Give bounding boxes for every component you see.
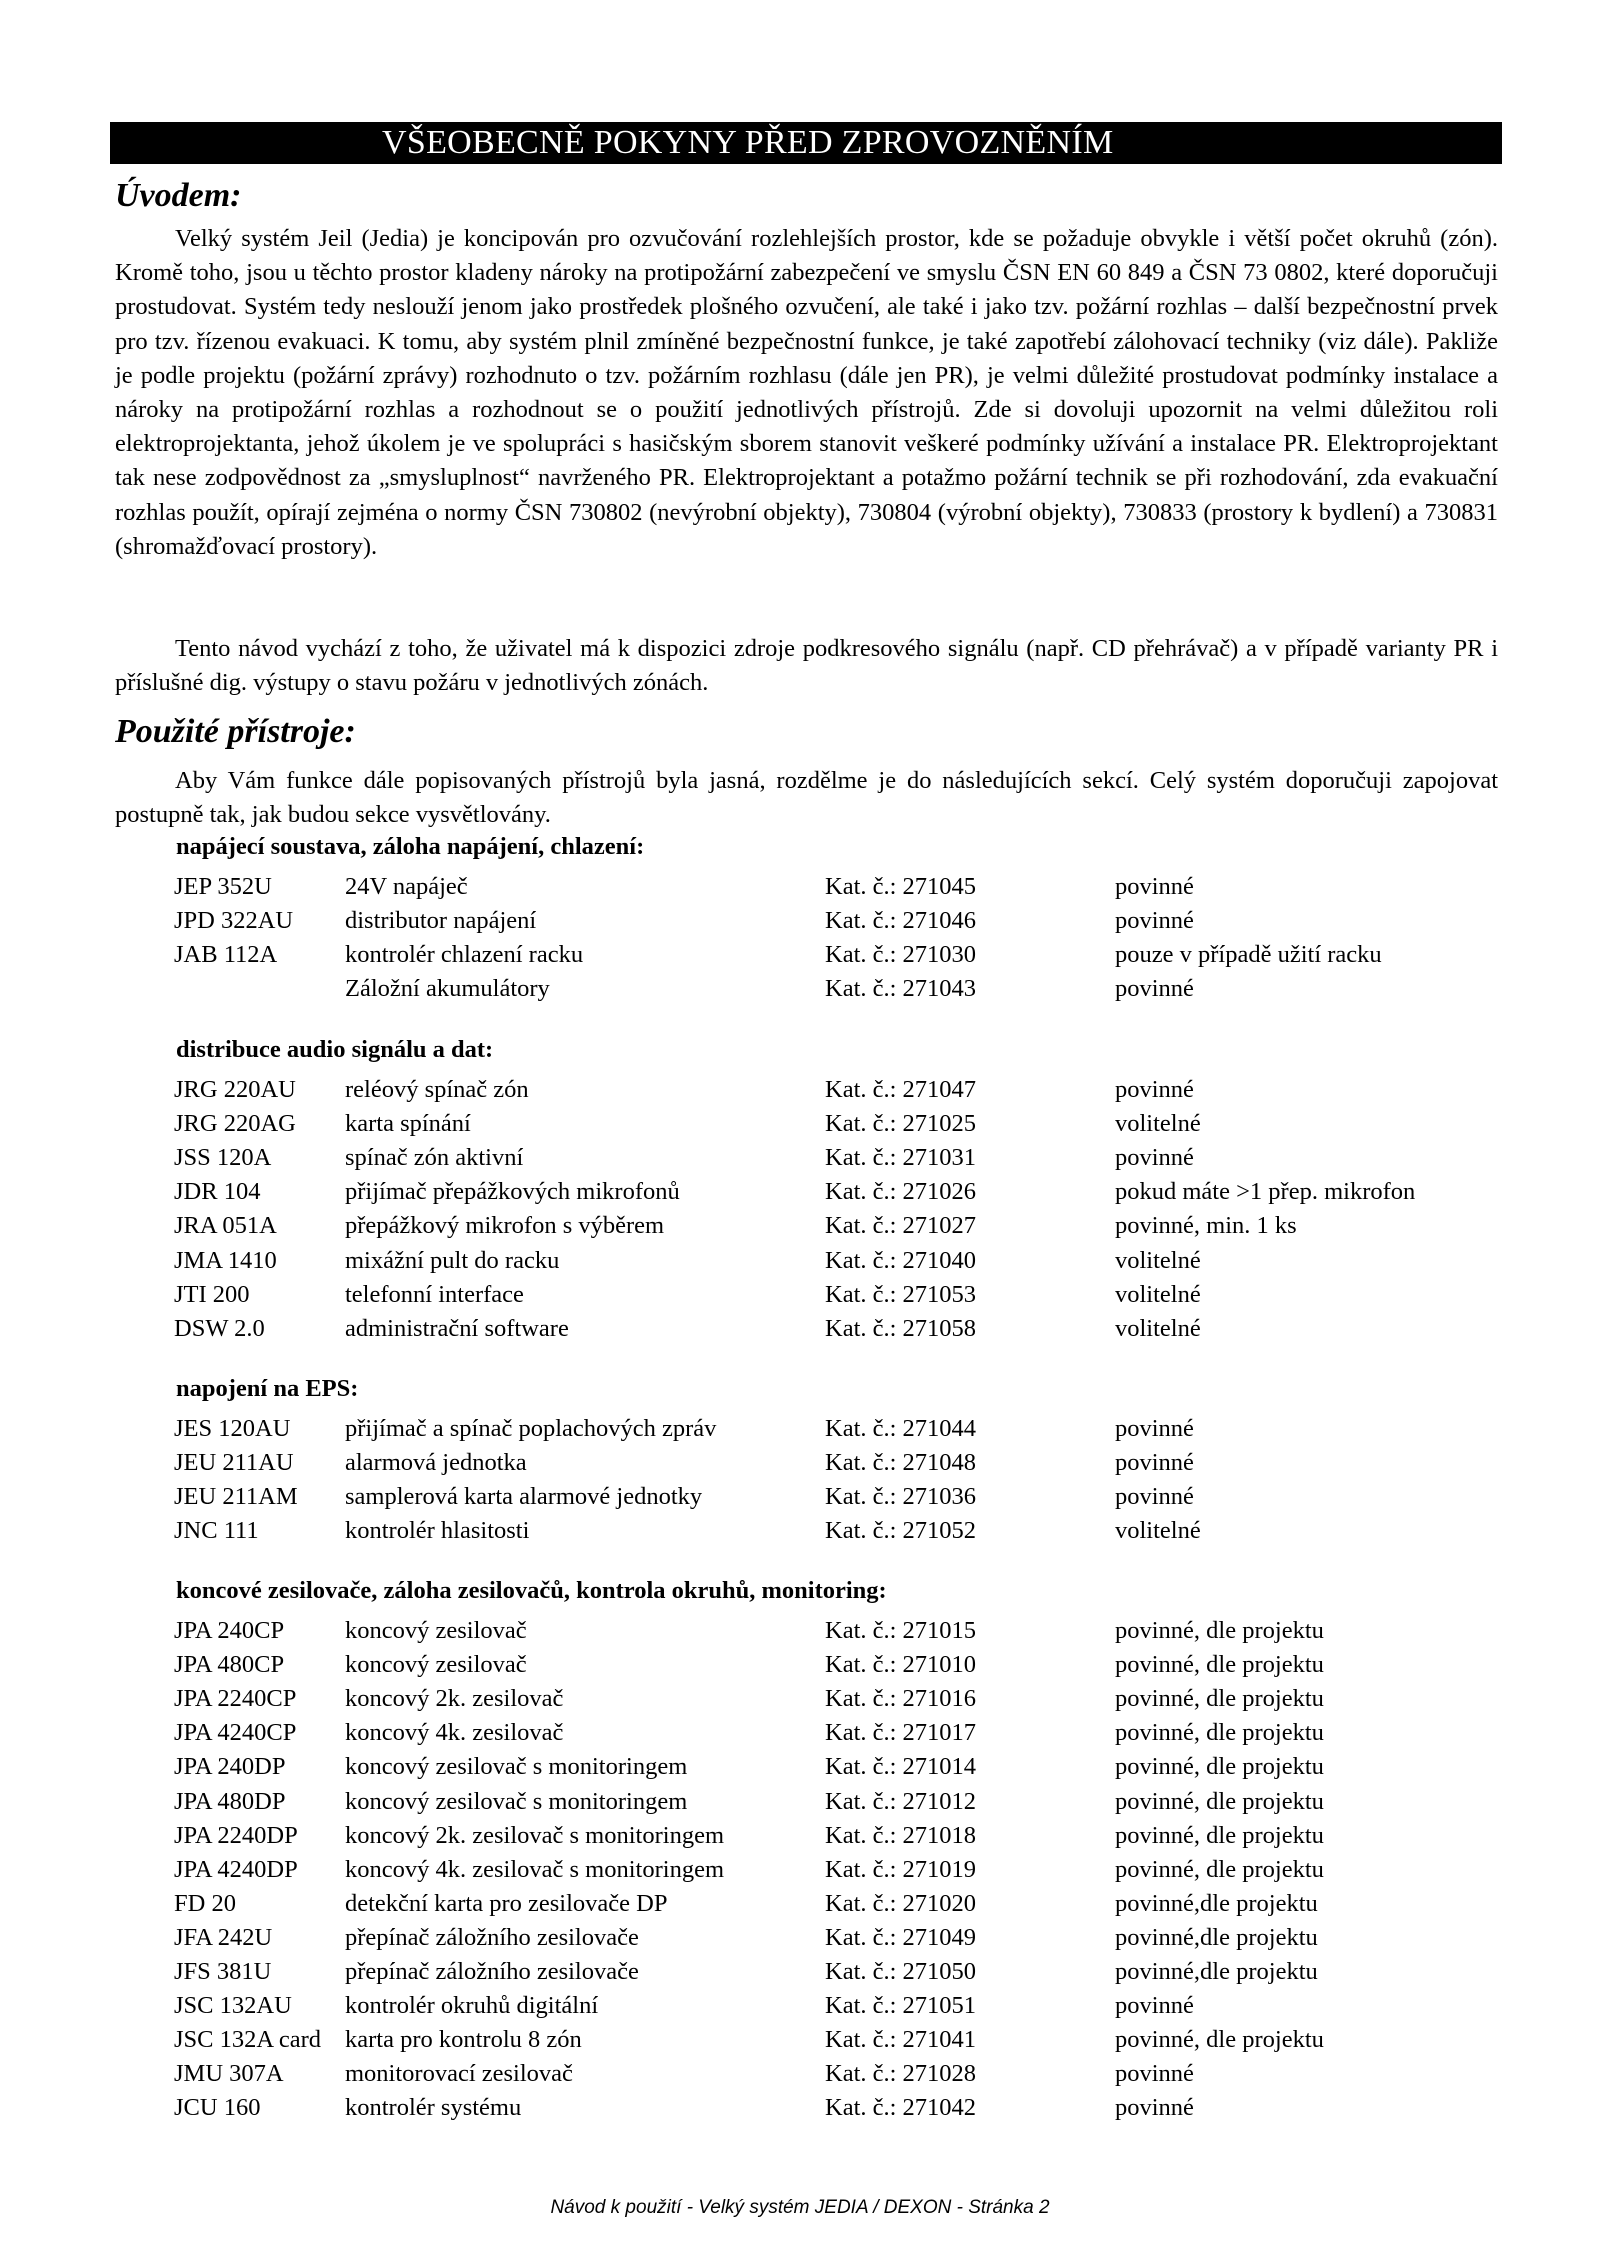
intro-heading: Úvodem:: [115, 177, 242, 214]
device-code: JEU 211AU: [174, 1449, 294, 1477]
device-code: JSC 132A card: [174, 2026, 321, 2054]
device-requirement: povinné,dle projektu: [1115, 1889, 1318, 1917]
device-name: koncový 2k. zesilovač s monitoringem: [345, 1821, 724, 1849]
device-requirement: pouze v případě užití racku: [1115, 941, 1382, 969]
device-name: kontrolér hlasitosti: [345, 1517, 530, 1545]
device-row: [0, 1921, 1600, 1955]
device-row: [0, 1446, 1600, 1480]
device-catalog-number: Kat. č.: 271045: [825, 873, 977, 900]
device-row: [0, 938, 1600, 972]
device-name: kontrolér chlazení racku: [345, 941, 584, 969]
device-requirement: povinné: [1115, 873, 1194, 900]
device-catalog-number: Kat. č.: 271010: [825, 1651, 977, 1679]
device-name: koncový zesilovač s monitoringem: [345, 1787, 688, 1815]
device-code: JNC 111: [174, 1517, 259, 1545]
device-name: mixážní pult do racku: [345, 1246, 560, 1274]
device-code: JPA 4240CP: [174, 1719, 297, 1747]
device-catalog-number: Kat. č.: 271020: [825, 1889, 977, 1917]
group-title: koncové zesilovače, záloha zesilovačů, kontrola okruhů, monitoring:: [176, 1577, 887, 1604]
device-row: [0, 1989, 1600, 2023]
device-requirement: povinné,dle projektu: [1115, 1923, 1318, 1951]
device-row: [0, 1716, 1600, 1750]
device-row: [0, 1887, 1600, 1921]
device-catalog-number: Kat. č.: 271030: [825, 941, 977, 969]
group-title: distribuce audio signálu a dat:: [176, 1036, 494, 1063]
device-requirement: povinné: [1115, 1415, 1194, 1442]
device-row: [0, 1244, 1600, 1278]
device-row: [0, 1955, 1600, 1989]
device-row: [0, 1750, 1600, 1784]
device-catalog-number: Kat. č.: 271019: [825, 1855, 977, 1883]
device-code: JDR 104: [174, 1178, 261, 1206]
device-catalog-number: Kat. č.: 271048: [825, 1449, 977, 1477]
device-catalog-number: Kat. č.: 271043: [825, 975, 977, 1003]
device-requirement: povinné, dle projektu: [1115, 1719, 1324, 1747]
device-requirement: povinné, dle projektu: [1115, 1787, 1324, 1815]
device-name: Záložní akumulátory: [345, 975, 550, 1003]
devices-heading: Použité přístroje:: [115, 713, 356, 750]
device-row: [0, 1278, 1600, 1312]
device-name: koncový 4k. zesilovač: [345, 1719, 564, 1747]
device-name: přijímač přepážkových mikrofonů: [345, 1178, 680, 1206]
device-code: JRG 220AG: [174, 1110, 296, 1138]
device-row: [0, 1073, 1600, 1107]
device-code: JPA 2240DP: [174, 1821, 298, 1849]
device-catalog-number: Kat. č.: 271051: [825, 1992, 977, 2020]
device-row: [0, 2023, 1600, 2057]
device-requirement: povinné, dle projektu: [1115, 1685, 1324, 1713]
page-banner: VŠEOBECNĚ POKYNY PŘED ZPROVOZNĚNÍM: [110, 122, 1502, 164]
device-row: [0, 1312, 1600, 1346]
device-name: administrační software: [345, 1314, 569, 1342]
group-title: napojení na EPS:: [176, 1375, 359, 1402]
device-catalog-number: Kat. č.: 271040: [825, 1246, 977, 1274]
device-catalog-number: Kat. č.: 271052: [825, 1517, 977, 1545]
device-row: [0, 1514, 1600, 1548]
device-catalog-number: Kat. č.: 271028: [825, 2060, 977, 2088]
device-name: koncový 4k. zesilovač s monitoringem: [345, 1855, 724, 1883]
device-requirement: povinné, min. 1 ks: [1115, 1212, 1297, 1240]
device-row: [0, 1853, 1600, 1887]
device-catalog-number: Kat. č.: 271053: [825, 1280, 977, 1308]
device-code: JMU 307A: [174, 2060, 284, 2088]
device-code: JFS 381U: [174, 1958, 272, 1985]
device-code: JFA 242U: [174, 1923, 273, 1951]
device-catalog-number: Kat. č.: 271047: [825, 1076, 977, 1103]
device-requirement: povinné, dle projektu: [1115, 1821, 1324, 1849]
device-name: kontrolér okruhů digitální: [345, 1992, 599, 2020]
device-code: JPD 322AU: [174, 907, 294, 935]
device-name: koncový zesilovač s monitoringem: [345, 1753, 688, 1781]
device-catalog-number: Kat. č.: 271046: [825, 907, 977, 935]
device-catalog-number: Kat. č.: 271036: [825, 1483, 977, 1511]
device-requirement: volitelné: [1115, 1246, 1201, 1274]
device-code: JSS 120A: [174, 1144, 272, 1172]
device-name: samplerová karta alarmové jednotky: [345, 1483, 703, 1511]
page-footer: Návod k použití - Velký systém JEDIA / DEXON - Stránka 2: [550, 2197, 1050, 2218]
device-requirement: povinné, dle projektu: [1115, 1753, 1324, 1781]
device-row: [0, 1648, 1600, 1682]
device-requirement: povinné: [1115, 1144, 1194, 1172]
device-code: JPA 480CP: [174, 1651, 285, 1679]
device-name: karta spínání: [345, 1110, 471, 1138]
device-catalog-number: Kat. č.: 271016: [825, 1685, 977, 1713]
device-requirement: povinné: [1115, 1483, 1194, 1511]
device-name: přepážkový mikrofon s výběrem: [345, 1212, 665, 1240]
intro-paragraph-2: Tento návod vychází z toho, že uživatel má k dispozici zdroje podkresového signálu (např. CD přehrávač) a v případě varianty PR i příslušné dig. výstupy o stavu požáru v jednotlivých zónách.: [115, 635, 1498, 697]
device-code: JEP 352U: [174, 873, 272, 900]
device-row: [0, 972, 1600, 1006]
device-code: JTI 200: [174, 1280, 250, 1308]
device-code: JPA 2240CP: [174, 1685, 297, 1713]
device-row: [0, 2091, 1600, 2125]
device-requirement: povinné: [1115, 975, 1194, 1003]
intro-paragraph-1: Velký systém Jeil (Jedia) je koncipován pro ozvučování rozlehlejších prostor, kde se požaduje obvykle i větší počet okruhů (zón). Kromě toho, jsou u těchto prostor kladeny nároky na protipožární zabezpečení ve smyslu ČSN EN 60 849 a ČSN 73 0802, které doporučuji prostudovat. Systém tedy neslouží jenom jako prostředek plošného ozvučení, ale také i jako tzv. požární rozhlas – další bezpečnostní prvek pro tzv. řízenou evakuaci. K tomu, aby systém plnil zmíněné bezpečnostní funkce, je také zapotřebí zálohovací techniky (viz dále). Pakliže je podle projektu (požární zprávy) rozhodnuto o tzv. požárním rozhlasu (dále jen PR), je velmi důležité prostudovat podmínky instalace a nároky na protipožární rozhlas a rozhodnout se o použití jednotlivých přístrojů. Zde si dovoluji upozornit na velmi důležitou roli elektroprojektanta, jehož úkolem je ve spolupráci s hasičským sborem stanovit veškeré podmínky užívání a instalace PR. Elektroprojektant tak nese zodpovědnost za „smysluplnost“ navrženého PR. Elektroprojektant a potažmo požární technik se při rozhodování, zda evakuační rozhlas použít, opírají zejména o normy ČSN 730802 (nevýrobní objekty), 730804 (výrobní objekty), 730833 (prostory k bydlení) a 730831 (shromažďovací prostory).: [115, 225, 1498, 560]
device-code: JES 120AU: [174, 1415, 291, 1442]
device-requirement: povinné, dle projektu: [1115, 1617, 1324, 1644]
device-requirement: volitelné: [1115, 1314, 1201, 1342]
device-requirement: volitelné: [1115, 1110, 1201, 1138]
device-requirement: pokud máte >1 přep. mikrofon: [1115, 1178, 1416, 1206]
device-code: JPA 240DP: [174, 1753, 286, 1781]
device-requirement: volitelné: [1115, 1517, 1201, 1545]
device-code: JSC 132AU: [174, 1992, 292, 2020]
device-row: [0, 870, 1600, 904]
device-name: přepínač záložního zesilovače: [345, 1923, 639, 1951]
device-code: JPA 480DP: [174, 1787, 286, 1815]
device-catalog-number: Kat. č.: 271044: [825, 1415, 977, 1442]
device-code: JPA 4240DP: [174, 1855, 298, 1883]
device-requirement: povinné: [1115, 2060, 1194, 2088]
device-catalog-number: Kat. č.: 271049: [825, 1923, 977, 1951]
device-name: kontrolér systému: [345, 2094, 522, 2122]
device-name: přijímač a spínač poplachových zpráv: [345, 1415, 717, 1442]
device-requirement: povinné: [1115, 1076, 1194, 1103]
device-requirement: volitelné: [1115, 1280, 1201, 1308]
device-row: [0, 1480, 1600, 1514]
device-name: monitorovací zesilovač: [345, 2060, 573, 2088]
device-name: koncový zesilovač: [345, 1617, 527, 1644]
device-row: [0, 1614, 1600, 1648]
device-requirement: povinné, dle projektu: [1115, 1651, 1324, 1679]
device-name: reléový spínač zón: [345, 1076, 529, 1103]
device-name: přepínač záložního zesilovače: [345, 1958, 639, 1985]
devices-paragraph: Aby Vám funkce dále popisovaných přístrojů byla jasná, rozdělme je do následujících sekcí. Celý systém doporučuji zapojovat postupně tak, jak budou sekce vysvětlovány.: [115, 767, 1498, 829]
device-requirement: povinné: [1115, 1449, 1194, 1477]
device-name: alarmová jednotka: [345, 1449, 527, 1477]
device-row: [0, 1819, 1600, 1853]
device-catalog-number: Kat. č.: 271026: [825, 1178, 977, 1206]
device-name: koncový zesilovač: [345, 1651, 527, 1679]
device-requirement: povinné, dle projektu: [1115, 2026, 1324, 2054]
device-name: telefonní interface: [345, 1280, 524, 1308]
device-code: JMA 1410: [174, 1246, 277, 1274]
device-catalog-number: Kat. č.: 271041: [825, 2026, 977, 2054]
device-row: [0, 1412, 1600, 1446]
device-catalog-number: Kat. č.: 271012: [825, 1787, 977, 1815]
device-code: JAB 112A: [174, 941, 278, 969]
device-row: [0, 1682, 1600, 1716]
device-requirement: povinné, dle projektu: [1115, 1855, 1324, 1883]
device-code: JRG 220AU: [174, 1076, 296, 1103]
device-catalog-number: Kat. č.: 271031: [825, 1144, 977, 1172]
device-code: JRA 051A: [174, 1212, 277, 1240]
device-name: distributor napájení: [345, 907, 537, 935]
device-name: karta pro kontrolu 8 zón: [345, 2026, 582, 2054]
device-row: [0, 1107, 1600, 1141]
device-code: JEU 211AM: [174, 1483, 298, 1511]
device-catalog-number: Kat. č.: 271018: [825, 1821, 977, 1849]
device-catalog-number: Kat. č.: 271058: [825, 1314, 977, 1342]
device-catalog-number: Kat. č.: 271025: [825, 1110, 977, 1138]
device-requirement: povinné,dle projektu: [1115, 1958, 1318, 1985]
device-row: [0, 1785, 1600, 1819]
device-catalog-number: Kat. č.: 271042: [825, 2094, 977, 2122]
device-row: [0, 904, 1600, 938]
device-row: [0, 1141, 1600, 1175]
device-name: spínač zón aktivní: [345, 1144, 524, 1172]
device-code: JCU 160: [174, 2094, 261, 2122]
device-requirement: povinné: [1115, 907, 1194, 935]
device-row: [0, 2057, 1600, 2091]
device-code: JPA 240CP: [174, 1617, 285, 1644]
device-name: detekční karta pro zesilovače DP: [345, 1889, 668, 1917]
device-requirement: povinné: [1115, 1992, 1194, 2020]
device-code: FD 20: [174, 1889, 236, 1917]
device-catalog-number: Kat. č.: 271027: [825, 1212, 977, 1240]
device-catalog-number: Kat. č.: 271015: [825, 1617, 977, 1644]
device-name: koncový 2k. zesilovač: [345, 1685, 564, 1713]
device-code: DSW 2.0: [174, 1314, 265, 1342]
device-catalog-number: Kat. č.: 271017: [825, 1719, 977, 1747]
group-title: napájecí soustava, záloha napájení, chlazení:: [176, 833, 645, 860]
device-name: 24V napáječ: [345, 873, 468, 900]
device-catalog-number: Kat. č.: 271050: [825, 1958, 977, 1985]
device-row: [0, 1209, 1600, 1243]
device-requirement: povinné: [1115, 2094, 1194, 2122]
device-row: [0, 1175, 1600, 1209]
device-catalog-number: Kat. č.: 271014: [825, 1753, 977, 1781]
